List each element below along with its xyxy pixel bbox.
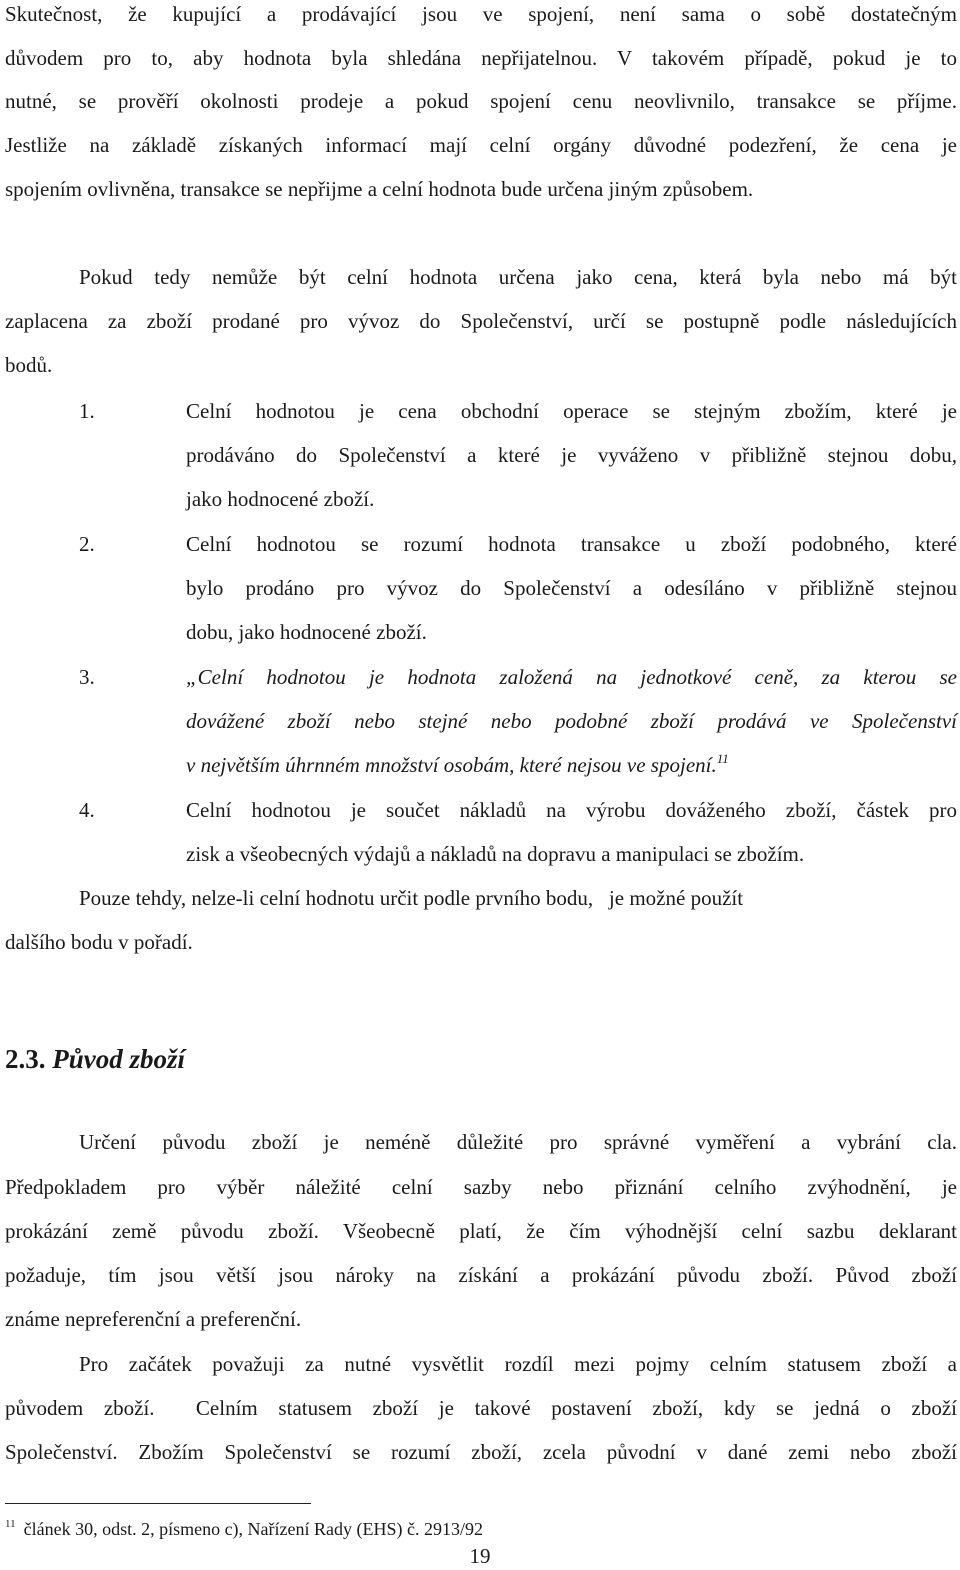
paragraph-line: Pro začátek považuji za nutné vysvětlit rozdíl mezi pojmy celním statusem zboží a — [79, 1352, 957, 1376]
section-heading — [5, 1042, 185, 1076]
list-item-number: 4. — [79, 798, 95, 822]
paragraph-line: požaduje, tím jsou větší jsou nároky na získání a prokázání původu zboží. Původ zboží — [5, 1263, 957, 1287]
paragraph-line: dalšího bodu v pořadí. — [5, 930, 193, 954]
list-item-text: v největším úhrnném množství osobám, které nejsou ve spojení. — [186, 753, 717, 777]
paragraph-line: nutné, se prověří okolnosti prodeje a pokud spojení cenu neovlivnilo, transakce se příjme. — [5, 89, 957, 113]
list-item-line: bylo prodáno pro vývoz do Společenství a odesíláno v přibližně stejnou — [186, 576, 957, 600]
paragraph-line: Určení původu zboží je neméně důležité pro správné vyměření a vybrání cla. — [79, 1130, 957, 1154]
paragraph-line: spojením ovlivněna, transakce se nepřijme a celní hodnota bude určena jiným způsobem. — [5, 177, 754, 201]
list-item-line: Celní hodnotou je součet nákladů na výrobu dováženého zboží, částek pro — [186, 798, 957, 822]
paragraph-line: zaplacena za zboží prodané pro vývoz do Společenství, určí se postupně podle následujících — [5, 309, 957, 333]
list-item-number: 1. — [79, 399, 95, 423]
list-item-line: dobu, jako hodnocené zboží. — [186, 620, 427, 644]
paragraph-line: známe nepreferenční a preferenční. — [5, 1307, 302, 1331]
list-item-line: „Celní hodnotou je hodnota založená na jednotkové ceně, za kterou se — [186, 665, 957, 689]
paragraph-line: Společenství. Zbožím Společenství se rozumí zboží, zcela původní v dané zemi nebo zboží — [5, 1440, 957, 1464]
list-item-line: Celní hodnotou se rozumí hodnota transakce u zboží podobného, které — [186, 532, 957, 556]
paragraph-line: bodů. — [5, 353, 53, 377]
page-number: 19 — [469, 1544, 491, 1568]
paragraph-line: důvodem pro to, aby hodnota byla shledána nepřijatelnou. V takovém případě, pokud je to — [5, 46, 957, 70]
footnote-number: 11 — [5, 1518, 16, 1530]
paragraph-line: prokázání země původu zboží. Všeobecně platí, že čím výhodnější celní sazbu deklarant — [5, 1219, 957, 1243]
footnote — [5, 1518, 483, 1540]
paragraph-line: Skutečnost, že kupující a prodávající jsou ve spojení, není sama o sobě dostatečným — [5, 2, 957, 26]
section-number: 2.3. — [5, 1044, 46, 1074]
list-item-line: jako hodnocené zboží. — [186, 487, 375, 511]
paragraph-line: Pouze tehdy, nelze-li celní hodnotu určit podle prvního bodu, je možné použít — [79, 886, 744, 910]
list-item-line: dovážené zboží nebo stejné nebo podobné zboží prodává ve Společenství — [186, 709, 957, 733]
list-item-line-with-ref — [186, 751, 729, 779]
paragraph-line: Jestliže na základě získaných informací mají celní orgány důvodné podezření, že cena je — [5, 133, 957, 157]
list-item-line: Celní hodnotou je cena obchodní operace se stejným zbožím, které je — [186, 399, 957, 423]
paragraph-line: Předpokladem pro výběr náležité celní sazby nebo přiznání celního zvýhodnění, je — [5, 1175, 957, 1199]
paragraph-line: původem zboží. Celním statusem zboží je takové postavení zboží, kdy se jedná o zboží — [5, 1396, 957, 1420]
paragraph-line: Pokud tedy nemůže být celní hodnota určena jako cena, která byla nebo má být — [79, 265, 957, 289]
list-item-number: 3. — [79, 665, 95, 689]
footnote-separator — [5, 1503, 311, 1504]
section-title: Původ zboží — [52, 1044, 186, 1074]
footnote-reference[interactable]: 11 — [716, 751, 729, 766]
list-item-number: 2. — [79, 532, 95, 556]
list-item-line: zisk a všeobecných výdajů a nákladů na dopravu a manipulaci se zbožím. — [186, 842, 805, 866]
list-item-line: prodáváno do Společenství a které je vyváženo v přibližně stejnou dobu, — [186, 443, 957, 467]
footnote-text: článek 30, odst. 2, písmeno c), Nařízení Rady (EHS) č. 2913/92 — [23, 1519, 483, 1539]
